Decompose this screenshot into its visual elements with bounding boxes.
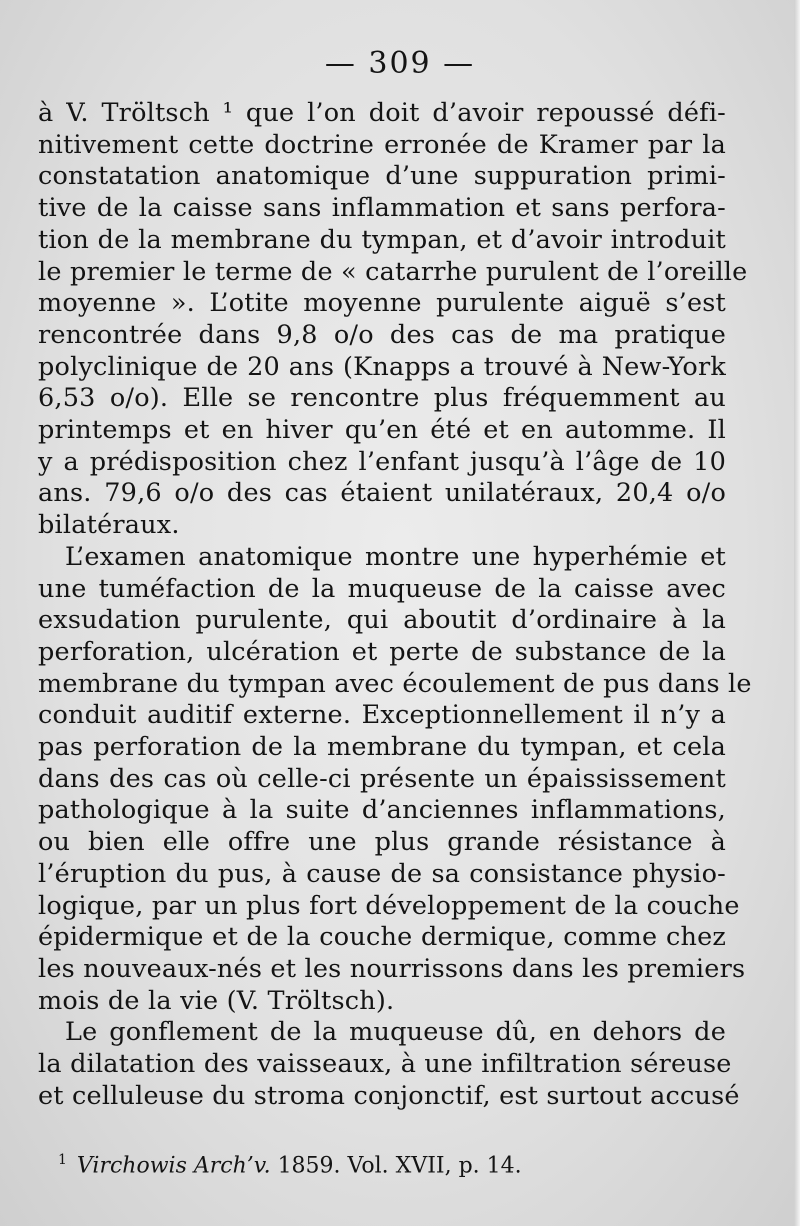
page-edge bbox=[794, 0, 800, 1226]
footnote-mark: 1 bbox=[58, 1152, 67, 1168]
text-line: bilatéraux. bbox=[38, 510, 180, 541]
text-line: y a prédisposition chez l’enfant jusqu’à l’âge de 10 bbox=[38, 446, 726, 477]
text-line: conduit auditif externe. Exceptionnellement il n’y a bbox=[38, 700, 726, 731]
text-line: tive de la caisse sans inflammation et sans perfora- bbox=[38, 193, 726, 224]
text-line: constatation anatomique d’une suppuration primi- bbox=[38, 161, 726, 192]
text-line: perforation, ulcération et perte de substance de la bbox=[38, 636, 726, 667]
text-line: le premier le terme de « catarrhe purulent de l’oreille bbox=[38, 256, 748, 287]
text-line: ans. 79,6 o/o des cas étaient unilatéraux, 20,4 o/o bbox=[38, 478, 726, 509]
footnote-citation: Virchowis Arch’v. bbox=[76, 1153, 271, 1179]
text-line: ou bien elle offre une plus grande résistance à bbox=[38, 827, 726, 858]
text-line: polyclinique de 20 ans (Knapps a trouvé à New-York bbox=[38, 351, 726, 382]
text-line: pas perforation de la membrane du tympan, et cela bbox=[38, 732, 726, 763]
text-line: logique, par un plus fort développement de la couche bbox=[38, 890, 740, 921]
body-text bbox=[38, 98, 752, 1113]
text-line: nitivement cette doctrine erronée de Kramer par la bbox=[38, 129, 726, 160]
footnote bbox=[58, 1152, 658, 1178]
text-line: les nouveaux-nés et les nourrissons dans les premiers bbox=[38, 953, 746, 984]
text-line: mois de la vie (V. Tröltsch). bbox=[38, 985, 395, 1016]
text-line: dans des cas où celle-ci présente un épaississement bbox=[38, 763, 726, 794]
text-line: Le gonflement de la muqueuse dû, en dehors de bbox=[65, 1017, 726, 1048]
text-line: et celluleuse du stroma conjonctif, est surtout accusé bbox=[38, 1080, 740, 1111]
text-line: printemps et en hiver qu’en été et en automme. Il bbox=[38, 415, 726, 446]
text-line: exsudation purulente, qui aboutit d’ordinaire à la bbox=[38, 605, 726, 636]
text-line: une tuméfaction de la muqueuse de la caisse avec bbox=[38, 573, 726, 604]
text-line: moyenne ». L’otite moyenne purulente aiguë s’est bbox=[38, 288, 726, 319]
text-line: pathologique à la suite d’anciennes inflammations, bbox=[38, 795, 726, 826]
text-line: épidermique et de la couche dermique, comme chez bbox=[38, 922, 726, 953]
text-line: 6,53 o/o). Elle se rencontre plus fréquemment au bbox=[38, 383, 726, 414]
text-line: la dilatation des vaisseaux, à une infiltration séreuse bbox=[38, 1049, 732, 1080]
text-line: rencontrée dans 9,8 o/o des cas de ma pratique bbox=[38, 319, 726, 350]
text-line: membrane du tympan avec écoulement de pus dans le bbox=[38, 668, 752, 699]
footnote-reference: 1859. Vol. XVII, p. 14. bbox=[277, 1153, 522, 1179]
text-line: à V. Tröltsch ¹ que l’on doit d’avoir repoussé défi- bbox=[38, 98, 726, 128]
text-line: tion de la membrane du tympan, et d’avoir introduit bbox=[38, 224, 726, 255]
text-line: L’examen anatomique montre une hyperhémie et bbox=[65, 541, 726, 572]
text-line: l’éruption du pus, à cause de sa consistance physio- bbox=[38, 858, 726, 889]
page-number: — 309 — bbox=[324, 46, 476, 81]
